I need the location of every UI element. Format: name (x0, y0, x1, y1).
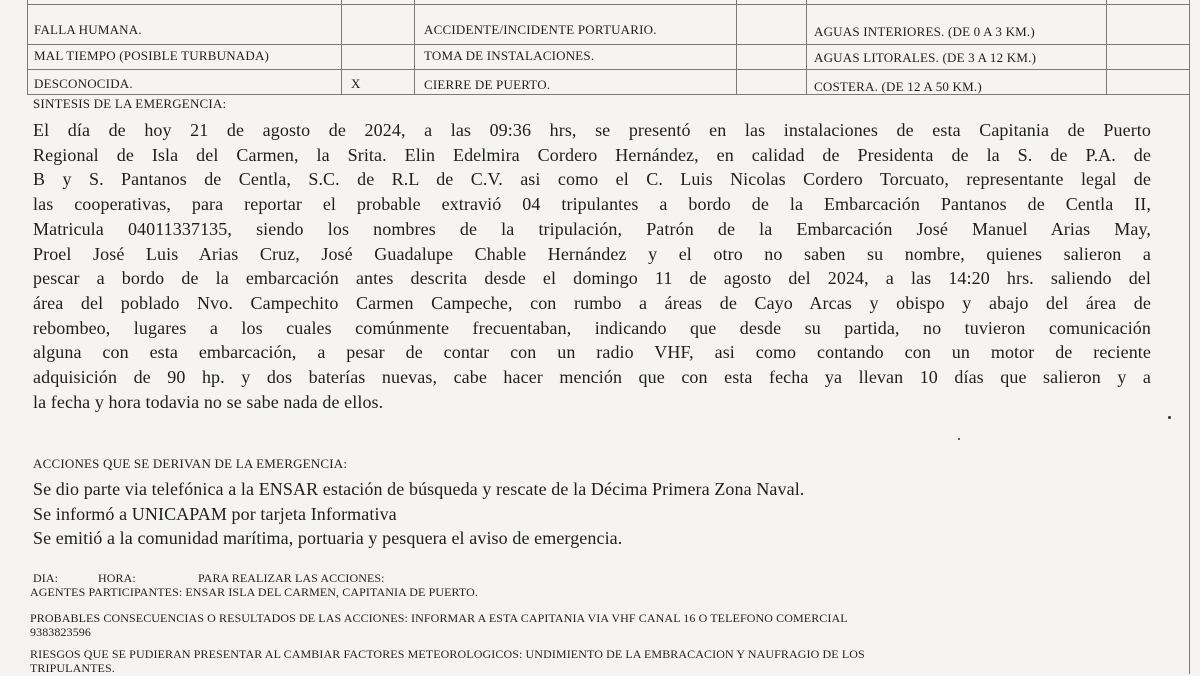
cell-desconocida-mark: X (351, 76, 361, 91)
table-line-bottom (27, 94, 1189, 95)
cell-toma-instalaciones: TOMA DE INSTALACIONES. (424, 48, 595, 63)
sintesis-line: El día de hoy 21 de agosto de 2024, a las 09:36 hrs, se presentó en las instalaciones de esta Capitania de Puerto (33, 120, 1151, 140)
footer-tripulantes: TRIPULANTES. (30, 661, 115, 675)
sintesis-line: las cooperativas, para reportar el probable extravió 04 tripulantes a bordo de la Embarcación Pantanos de Centla II, (33, 194, 1151, 215)
sintesis-body (33, 118, 1151, 414)
footer-telefono: 9383823596 (30, 625, 91, 639)
sintesis-line: pescar a bordo de la embarcación antes descrita desde el domingo 11 de agosto del 2024, a las 14:20 hrs. saliendo del (33, 268, 1151, 289)
sintesis-line: Proel José Luis Arias Cruz, José Guadalupe Chable Hernández y el otro no saben su nombre, quienes salieron a (33, 243, 1151, 264)
table-border-right (1189, 0, 1190, 95)
sintesis-line: B y S. Pantanos de Centla, S.C. de R.L de C.V. asi como el C. Luis Nicolas Cordero Torcuato, representante legal de (33, 169, 1151, 190)
cell-aguas-litorales: AGUAS LITORALES. (DE 3 A 12 KM.) (814, 50, 1037, 65)
table-line-row2 (27, 44, 1189, 45)
acciones-heading: ACCIONES QUE SE DERIVAN DE LA EMERGENCIA: (33, 456, 348, 471)
table-divider-3 (736, 0, 737, 95)
accion-line: Se emitió a la comunidad marítima, portuaria y pesquera el aviso de emergencia. (33, 528, 623, 549)
footer-probables: PROBABLES CONSECUENCIAS O RESULTADOS DE LAS ACCIONES: INFORMAR A ESTA CAPITANIA VIA VHF CANAL 16 O TELEFONO COMERCIAL (30, 611, 848, 625)
cell-mal-tiempo: MAL TIEMPO (POSIBLE TURBUNADA) (34, 48, 270, 63)
table-divider-1 (341, 0, 342, 95)
sintesis-line: Regional de Isla del Carmen, la Srita. Elin Edelmira Cordero Hernández, en calidad de Presidenta de la S. de P.A. de (33, 144, 1151, 165)
accion-line: Se informó a UNICAPAM por tarjeta Informativa (33, 503, 397, 524)
sintesis-line: alguna con esta embarcación, a pesar de contar con un radio VHF, asi como contando con un motor de reciente (33, 342, 1151, 363)
sintesis-heading: SINTESIS DE LA EMERGENCIA: (33, 96, 227, 111)
table-border-left (27, 0, 28, 95)
sintesis-line: la fecha y hora todavia no se sabe nada de ellos. (33, 391, 384, 412)
cell-costera: COSTERA. (DE 12 A 50 KM.) (814, 79, 982, 94)
cell-accidente-portuario: ACCIDENTE/INCIDENTE PORTUARIO. (424, 22, 657, 37)
sintesis-line: adquisición de 90 hp. y dos baterías nuevas, cabe hacer mención que con esta fecha ya llevan 10 días que salieron y a (33, 367, 1151, 388)
sintesis-line: Matricula 04011337135, siendo los nombres de la tripulación, Patrón de la Embarcación José Manuel Arias May, (33, 218, 1151, 239)
sintesis-line: rebombeo, lugares a los cuales comúnmente frecuentaban, indicando que desde su partida, no tuvieron comunicación (33, 317, 1151, 338)
footer-dia: DIA: (33, 571, 59, 585)
table-divider-5 (1106, 0, 1107, 95)
sintesis-line: área del poblado Nvo. Campechito Carmen Campeche, con rumbo a áreas de Cayo Arcas y obispo y abajo del área de (33, 292, 1151, 313)
scan-speck (958, 438, 960, 440)
table-divider-4 (806, 0, 807, 95)
accion-line: Se dio parte via telefónica a la ENSAR estación de búsqueda y rescate de la Décima Primera Zona Naval. (33, 479, 805, 499)
footer-riesgos: RIESGOS QUE SE PUDIERAN PRESENTAR AL CAMBIAR FACTORES METEOROLOGICOS: UNDIMIENTO DE LA EMBRACACION Y NAUFRAGIO DE LOS (30, 647, 865, 661)
footer-agentes: AGENTES PARTICIPANTES: ENSAR ISLA DEL CARMEN, CAPITANIA DE PUERTO. (30, 585, 479, 599)
footer-para-realizar: PARA REALIZAR LAS ACCIONES: (198, 571, 385, 585)
acciones-body (33, 477, 1151, 551)
footer-hora: HORA: (98, 571, 136, 585)
scan-speck (1168, 416, 1171, 419)
document-border-right (1189, 95, 1190, 674)
cell-falla-humana: FALLA HUMANA. (34, 22, 142, 37)
table-line-top (27, 4, 1189, 5)
cell-cierre-puerto: CIERRE DE PUERTO. (424, 77, 551, 92)
cell-desconocida: DESCONOCIDA. (34, 76, 133, 91)
cell-aguas-interiores: AGUAS INTERIORES. (DE 0 A 3 KM.) (814, 24, 1035, 39)
table-line-row3 (27, 69, 1189, 70)
table-divider-2 (414, 0, 415, 95)
